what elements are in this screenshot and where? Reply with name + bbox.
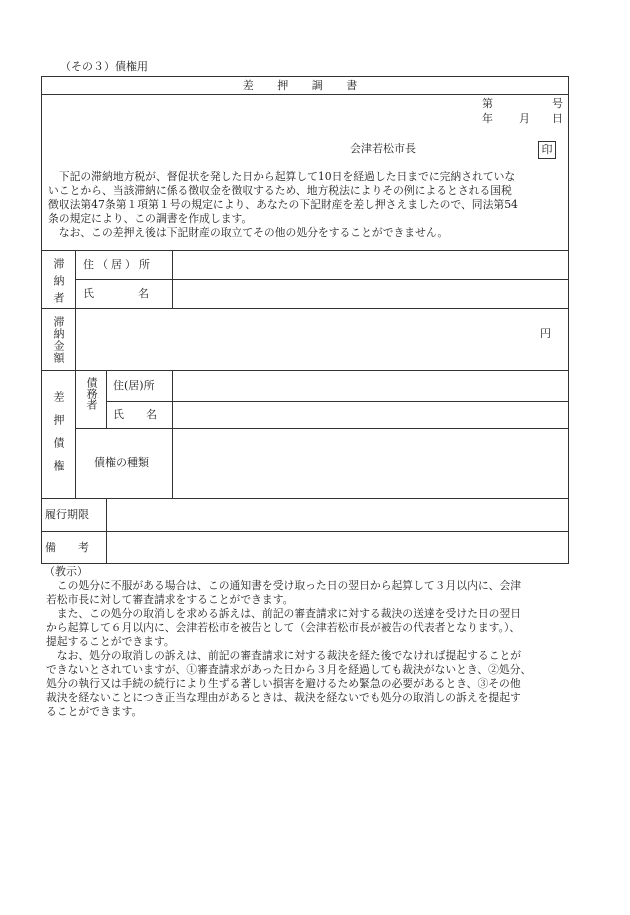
amount-unit: 円 — [540, 327, 551, 340]
intro-paragraph — [48, 170, 558, 240]
divider — [75, 428, 569, 429]
number-suffix: 号 — [552, 97, 563, 110]
notice-line: ることができます。 — [46, 705, 143, 718]
day-label: 日 — [552, 112, 563, 125]
divider — [41, 370, 569, 371]
intro-line: 下記の滞納地方税が、督促状を発した日から起算して10日を経過した日までに完納されていな — [48, 170, 516, 183]
notice-line: 処分の執行又は手続の続行により生ずる著しい損害を避けるため緊急の必要があるとき、③その他 — [46, 677, 521, 690]
divider — [41, 94, 569, 95]
form-frame — [41, 76, 569, 564]
taino-name-label: 氏 名 — [83, 287, 149, 300]
divider — [172, 370, 173, 498]
number-prefix: 第 — [482, 97, 493, 110]
seal-mark: 印 — [538, 141, 556, 159]
debtor-label: 債務者 — [85, 377, 98, 410]
notice-line: できないとされていますが、①審査請求があった日から３月を経過しても裁決がないとき、②処分、 — [46, 663, 532, 676]
issuer-name: 会津若松市長 — [350, 142, 416, 155]
debtor-address-label: 住(居)所 — [113, 379, 155, 392]
notice-paragraph — [46, 579, 566, 719]
notice-heading: （教示） — [44, 565, 88, 578]
divider — [172, 250, 173, 308]
saiken-group-label: 差押債権 — [52, 391, 65, 483]
divider — [41, 498, 569, 499]
divider — [41, 250, 569, 251]
notice-line: この処分に不服がある場合は、この通知書を受け取った日の翌日から起算して３月以内に、会津 — [46, 579, 522, 592]
remarks-label: 備 考 — [45, 541, 89, 554]
form-label: （その３）債権用 — [60, 60, 148, 73]
year-label: 年 — [482, 112, 493, 125]
amount-label: 滞納金額 — [52, 316, 65, 364]
intro-line: 徴収法第47条第１項第１号の規定により、あなたの下記財産を差し押さえましたので、同法第54 — [48, 198, 518, 211]
notice-line: から起算して６月以内に、会津若松市を被告として（会津若松市長が被告の代表者となります。）、 — [46, 621, 521, 634]
taino-group-label: 滞納者 — [52, 258, 65, 309]
credit-type-label: 債権の種類 — [94, 456, 149, 469]
divider — [106, 401, 569, 402]
notice-line: 裁決を経ないことにつき正当な理由があるときは、裁決を経ないでも処分の取消しの訴えを提起す — [46, 691, 521, 704]
divider — [75, 279, 569, 280]
notice-line: 提起することができます。 — [46, 635, 175, 648]
page-title: 差 押 調 書 — [242, 79, 368, 92]
intro-line: いことから、当該滞納に係る徴収金を徴収するため、地方税法によりその例によるとされる国税 — [48, 184, 512, 197]
divider — [41, 531, 569, 532]
intro-line: 条の規定により、この調書を作成します。 — [48, 212, 253, 225]
notice-line: なお、処分の取消しの訴えは、前記の審査請求に対する裁決を経た後でなければ提起することが — [46, 649, 522, 662]
divider — [75, 250, 76, 498]
intro-line: なお、この差押え後は下記財産の取立てその他の処分をすることができません。 — [48, 226, 449, 239]
divider — [106, 498, 107, 564]
taino-address-label: 住（居）所 — [83, 258, 153, 271]
notice-line: また、この処分の取消しを求める訴えは、前記の審査請求に対する裁決の送達を受けた日の翌日 — [46, 607, 522, 620]
debtor-name-label: 氏 名 — [113, 408, 157, 421]
month-label: 月 — [519, 112, 530, 125]
notice-line: 若松市長に対して審査請求をすることができます。 — [46, 593, 294, 606]
divider — [41, 308, 569, 309]
due-date-label: 履行期限 — [45, 508, 89, 521]
divider — [106, 370, 107, 428]
